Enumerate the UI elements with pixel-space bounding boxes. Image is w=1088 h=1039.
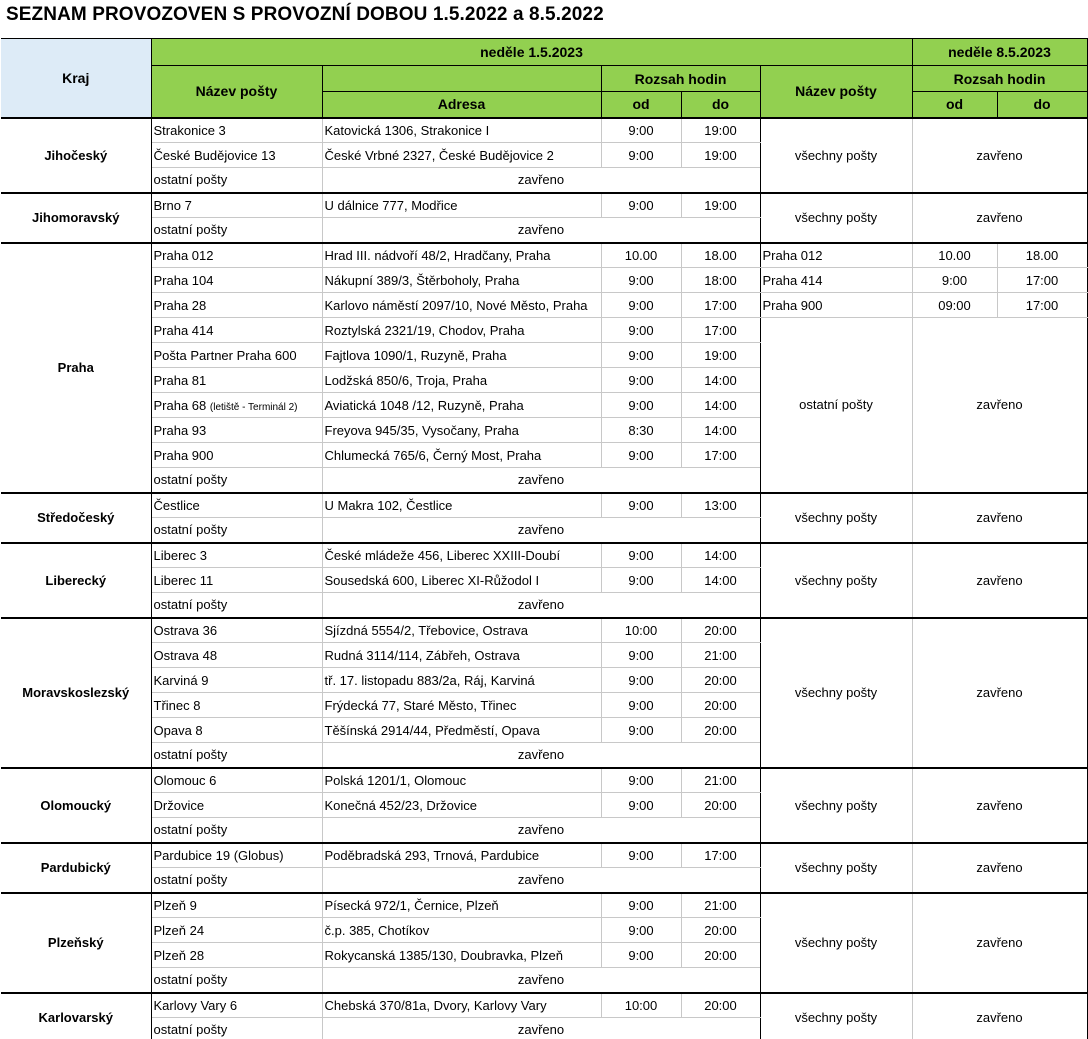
- post-office-name-text: Strakonice 3: [153, 122, 226, 138]
- hours-to: 20:00: [681, 668, 760, 693]
- post-office-address: Chebská 370/81a, Dvory, Karlovy Vary: [322, 993, 601, 1018]
- post-office-name: [151, 768, 322, 793]
- post-office-name-text: České Budějovice 13: [153, 147, 276, 163]
- day2-status: zavřeno: [912, 768, 1087, 843]
- hours-to: 21:00: [681, 643, 760, 668]
- post-office-address: Polská 1201/1, Olomouc: [322, 768, 601, 793]
- hours-to: 20:00: [681, 918, 760, 943]
- hours-to: 14:00: [681, 393, 760, 418]
- post-office-address: Písecká 972/1, Černice, Plzeň: [322, 893, 601, 918]
- day2-offices-label: všechny pošty: [760, 843, 912, 893]
- hours-from: 9:00: [601, 293, 681, 318]
- hours-from: 8:30: [601, 418, 681, 443]
- other-offices-status: zavřeno: [322, 818, 760, 843]
- post-office-name-text: Karlovy Vary 6: [153, 997, 238, 1013]
- post-office-name-text: Držovice: [153, 797, 205, 813]
- table-row: [1, 768, 1087, 793]
- header-rozsah-day2: Rozsah hodin: [912, 66, 1087, 92]
- header-od-day2: od: [912, 92, 997, 118]
- hours-to: 19:00: [681, 118, 760, 143]
- post-office-address: Lodžská 850/6, Troja, Praha: [322, 368, 601, 393]
- post-office-address: Hrad III. nádvoří 48/2, Hradčany, Praha: [322, 243, 601, 268]
- other-offices-status: zavřeno: [322, 968, 760, 993]
- day2-status: zavřeno: [912, 993, 1087, 1039]
- post-office-address: Nákupní 389/3, Štěrboholy, Praha: [322, 268, 601, 293]
- other-offices-label: ostatní pošty: [151, 868, 322, 893]
- day2-offices-label: všechny pošty: [760, 543, 912, 618]
- post-office-address: České mládeže 456, Liberec XXIII-Doubí: [322, 543, 601, 568]
- post-office-address: Poděbradská 293, Trnová, Pardubice: [322, 843, 601, 868]
- hours-from: 9:00: [601, 893, 681, 918]
- post-office-address: Karlovo náměstí 2097/10, Nové Město, Praha: [322, 293, 601, 318]
- header-day2: neděle 8.5.2023: [912, 39, 1087, 66]
- page-title: SEZNAM PROVOZOVEN S PROVOZNÍ DOBOU 1.5.2022 a 8.5.2022: [6, 4, 604, 25]
- header-nazev-day2: Název pošty: [760, 66, 912, 118]
- hours-to: 20:00: [681, 618, 760, 643]
- post-office-name: [151, 343, 322, 368]
- table-row: [1, 993, 1087, 1018]
- day2-post-office-name: Praha 900: [760, 293, 912, 318]
- other-offices-status: zavřeno: [322, 868, 760, 893]
- post-office-address: č.p. 385, Chotíkov: [322, 918, 601, 943]
- post-office-address: Sjízdná 5554/2, Třebovice, Ostrava: [322, 618, 601, 643]
- hours-from: 9:00: [601, 143, 681, 168]
- post-office-address: Roztylská 2321/19, Chodov, Praha: [322, 318, 601, 343]
- day2-status: zavřeno: [912, 318, 1087, 493]
- hours-to: 17:00: [681, 443, 760, 468]
- post-office-name-text: Praha 81: [153, 372, 207, 388]
- day2-status: zavřeno: [912, 893, 1087, 993]
- post-office-name-text: Liberec 3: [153, 547, 207, 563]
- hours-to: 17:00: [681, 293, 760, 318]
- post-office-name: [151, 393, 322, 418]
- hours-from: 9:00: [601, 443, 681, 468]
- post-office-address: Sousedská 600, Liberec XI-Růžodol I: [322, 568, 601, 593]
- day2-offices-label: ostatní pošty: [760, 318, 912, 493]
- other-offices-label: ostatní pošty: [151, 968, 322, 993]
- other-offices-label: ostatní pošty: [151, 168, 322, 193]
- post-office-name-text: Olomouc 6: [153, 772, 217, 788]
- hours-to: 20:00: [681, 943, 760, 968]
- post-office-address: U dálnice 777, Modřice: [322, 193, 601, 218]
- hours-to: 20:00: [681, 993, 760, 1018]
- post-office-address: Rokycanská 1385/130, Doubravka, Plzeň: [322, 943, 601, 968]
- hours-to: 19:00: [681, 343, 760, 368]
- post-office-name: [151, 943, 322, 968]
- post-office-name-text: Plzeň 9: [153, 897, 197, 913]
- table-row: [1, 893, 1087, 918]
- post-office-note: (letiště - Terminál 2): [209, 401, 298, 413]
- day2-hours-to: 17:00: [997, 268, 1087, 293]
- post-office-name-text: Pardubice 19 (Globus): [153, 847, 284, 863]
- post-office-name-text: Praha 68: [153, 397, 207, 413]
- region-name: Plzeňský: [1, 893, 151, 993]
- header-nazev-day1: Název pošty: [151, 66, 322, 118]
- hours-from: 9:00: [601, 943, 681, 968]
- other-offices-status: zavřeno: [322, 593, 760, 618]
- post-office-name-text: Pošta Partner Praha 600: [153, 347, 297, 363]
- header-day1: neděle 1.5.2023: [151, 39, 912, 66]
- table-row: [1, 118, 1087, 143]
- post-office-address: Konečná 452/23, Držovice: [322, 793, 601, 818]
- day2-post-office-name: Praha 012: [760, 243, 912, 268]
- other-offices-status: zavřeno: [322, 743, 760, 768]
- post-office-name: [151, 143, 322, 168]
- hours-from: 9:00: [601, 493, 681, 518]
- hours-to: 14:00: [681, 568, 760, 593]
- post-office-name: [151, 668, 322, 693]
- day2-status: zavřeno: [912, 843, 1087, 893]
- hours-from: 10:00: [601, 993, 681, 1018]
- other-offices-status: zavřeno: [322, 218, 760, 243]
- header-blank: [322, 66, 601, 92]
- post-office-address: Rudná 3114/114, Zábřeh, Ostrava: [322, 643, 601, 668]
- header-kraj: Kraj: [1, 39, 151, 118]
- day2-offices-label: všechny pošty: [760, 118, 912, 193]
- hours-from: 10:00: [601, 618, 681, 643]
- day2-hours-from: 09:00: [912, 293, 997, 318]
- hours-to: 13:00: [681, 493, 760, 518]
- post-office-address: tř. 17. listopadu 883/2a, Ráj, Karviná: [322, 668, 601, 693]
- day2-post-office-name: Praha 414: [760, 268, 912, 293]
- day2-hours-from: 9:00: [912, 268, 997, 293]
- day2-offices-label: všechny pošty: [760, 193, 912, 243]
- post-office-name: [151, 368, 322, 393]
- table-row: [1, 493, 1087, 518]
- other-offices-label: ostatní pošty: [151, 518, 322, 543]
- post-office-name: [151, 493, 322, 518]
- post-office-address: Aviatická 1048 /12, Ruzyně, Praha: [322, 393, 601, 418]
- table-row: [1, 618, 1087, 643]
- post-office-name-text: Praha 900: [153, 447, 214, 463]
- hours-from: 9:00: [601, 668, 681, 693]
- hours-from: 9:00: [601, 343, 681, 368]
- hours-from: 9:00: [601, 568, 681, 593]
- post-office-name: [151, 318, 322, 343]
- hours-to: 17:00: [681, 318, 760, 343]
- post-office-name-text: Brno 7: [153, 197, 192, 213]
- post-office-name-text: Čestlice: [153, 497, 200, 513]
- header-rozsah-day1: Rozsah hodin: [601, 66, 760, 92]
- day2-hours-to: 18.00: [997, 243, 1087, 268]
- post-office-address: Fajtlova 1090/1, Ruzyně, Praha: [322, 343, 601, 368]
- post-office-name: [151, 618, 322, 643]
- post-office-name: [151, 918, 322, 943]
- table-row: [1, 268, 1087, 293]
- other-offices-label: ostatní pošty: [151, 593, 322, 618]
- post-office-address: České Vrbné 2327, České Budějovice 2: [322, 143, 601, 168]
- hours-to: 19:00: [681, 143, 760, 168]
- hours-from: 9:00: [601, 393, 681, 418]
- post-office-name-text: Praha 012: [153, 247, 214, 263]
- post-office-name: [151, 193, 322, 218]
- post-office-name: [151, 843, 322, 868]
- post-office-name-text: Liberec 11: [153, 572, 214, 588]
- header-do-day2: do: [997, 92, 1087, 118]
- post-office-name: [151, 268, 322, 293]
- hours-from: 9:00: [601, 843, 681, 868]
- hours-to: 14:00: [681, 368, 760, 393]
- hours-from: 9:00: [601, 718, 681, 743]
- header-do-day1: do: [681, 92, 760, 118]
- region-name: Moravskoslezský: [1, 618, 151, 768]
- other-offices-status: zavřeno: [322, 1018, 760, 1039]
- post-office-address: Frýdecká 77, Staré Město, Třinec: [322, 693, 601, 718]
- hours-from: 9:00: [601, 368, 681, 393]
- post-office-name: [151, 893, 322, 918]
- post-office-name: [151, 693, 322, 718]
- hours-to: 18.00: [681, 243, 760, 268]
- day2-status: zavřeno: [912, 193, 1087, 243]
- day2-hours-to: 17:00: [997, 293, 1087, 318]
- other-offices-label: ostatní pošty: [151, 218, 322, 243]
- region-name: Jihočeský: [1, 118, 151, 193]
- post-office-name-text: Praha 93: [153, 422, 207, 438]
- post-office-name: [151, 418, 322, 443]
- other-offices-status: zavřeno: [322, 518, 760, 543]
- region-name: Liberecký: [1, 543, 151, 618]
- other-offices-label: ostatní pošty: [151, 743, 322, 768]
- day2-offices-label: všechny pošty: [760, 893, 912, 993]
- post-office-name-text: Praha 104: [153, 272, 214, 288]
- day2-status: zavřeno: [912, 118, 1087, 193]
- post-office-name-text: Praha 28: [153, 297, 207, 313]
- post-office-name-text: Ostrava 36: [153, 622, 218, 638]
- post-office-name-text: Karviná 9: [153, 672, 209, 688]
- day2-offices-label: všechny pošty: [760, 993, 912, 1039]
- hours-to: 14:00: [681, 418, 760, 443]
- post-office-name: [151, 568, 322, 593]
- region-name: Karlovarský: [1, 993, 151, 1039]
- table-row: [1, 543, 1087, 568]
- hours-from: 9:00: [601, 268, 681, 293]
- region-name: Praha: [1, 243, 151, 493]
- region-name: Olomoucký: [1, 768, 151, 843]
- day2-offices-label: všechny pošty: [760, 768, 912, 843]
- header-od-day1: od: [601, 92, 681, 118]
- day2-status: zavřeno: [912, 543, 1087, 618]
- table-row: [1, 193, 1087, 218]
- hours-from: 9:00: [601, 318, 681, 343]
- post-office-name-text: Plzeň 28: [153, 947, 205, 963]
- hours-to: 18:00: [681, 268, 760, 293]
- hours-to: 20:00: [681, 718, 760, 743]
- post-office-name-text: Opava 8: [153, 722, 203, 738]
- post-office-name-text: Třinec 8: [153, 697, 201, 713]
- post-office-name-text: Praha 414: [153, 322, 214, 338]
- hours-from: 10.00: [601, 243, 681, 268]
- post-office-name: [151, 443, 322, 468]
- post-office-name: [151, 993, 322, 1018]
- hours-from: 9:00: [601, 693, 681, 718]
- post-office-name: [151, 718, 322, 743]
- hours-to: 20:00: [681, 693, 760, 718]
- other-offices-status: zavřeno: [322, 168, 760, 193]
- hours-to: 17:00: [681, 843, 760, 868]
- day2-offices-label: všechny pošty: [760, 618, 912, 768]
- hours-to: 14:00: [681, 543, 760, 568]
- post-office-address: Chlumecká 765/6, Černý Most, Praha: [322, 443, 601, 468]
- header-adresa: Adresa: [322, 92, 601, 118]
- hours-from: 9:00: [601, 793, 681, 818]
- hours-from: 9:00: [601, 118, 681, 143]
- other-offices-label: ostatní pošty: [151, 1018, 322, 1039]
- table-body: [1, 118, 1087, 1039]
- region-name: Středočeský: [1, 493, 151, 543]
- table-row: [1, 318, 1087, 343]
- post-office-name: [151, 118, 322, 143]
- hours-to: 21:00: [681, 768, 760, 793]
- hours-to: 21:00: [681, 893, 760, 918]
- table-row: [1, 243, 1087, 268]
- region-name: Jihomoravský: [1, 193, 151, 243]
- region-name: Pardubický: [1, 843, 151, 893]
- post-office-name-text: Ostrava 48: [153, 647, 218, 663]
- hours-from: 9:00: [601, 643, 681, 668]
- post-office-address: Freyova 945/35, Vysočany, Praha: [322, 418, 601, 443]
- day2-offices-label: všechny pošty: [760, 493, 912, 543]
- post-office-name: [151, 293, 322, 318]
- post-office-name-text: Plzeň 24: [153, 922, 205, 938]
- hours-from: 9:00: [601, 768, 681, 793]
- day2-hours-from: 10.00: [912, 243, 997, 268]
- table-row: [1, 843, 1087, 868]
- other-offices-label: ostatní pošty: [151, 468, 322, 493]
- table-row: [1, 293, 1087, 318]
- hours-to: 19:00: [681, 193, 760, 218]
- post-office-address: Těšínská 2914/44, Předměstí, Opava: [322, 718, 601, 743]
- post-office-name: [151, 793, 322, 818]
- hours-to: 20:00: [681, 793, 760, 818]
- other-offices-status: zavřeno: [322, 468, 760, 493]
- post-office-address: Katovická 1306, Strakonice I: [322, 118, 601, 143]
- post-office-name: [151, 543, 322, 568]
- other-offices-label: ostatní pošty: [151, 818, 322, 843]
- hours-from: 9:00: [601, 193, 681, 218]
- hours-from: 9:00: [601, 543, 681, 568]
- opening-hours-table: [1, 38, 1088, 1039]
- post-office-name: [151, 243, 322, 268]
- hours-from: 9:00: [601, 918, 681, 943]
- day2-status: zavřeno: [912, 618, 1087, 768]
- post-office-name: [151, 643, 322, 668]
- post-office-address: U Makra 102, Čestlice: [322, 493, 601, 518]
- day2-status: zavřeno: [912, 493, 1087, 543]
